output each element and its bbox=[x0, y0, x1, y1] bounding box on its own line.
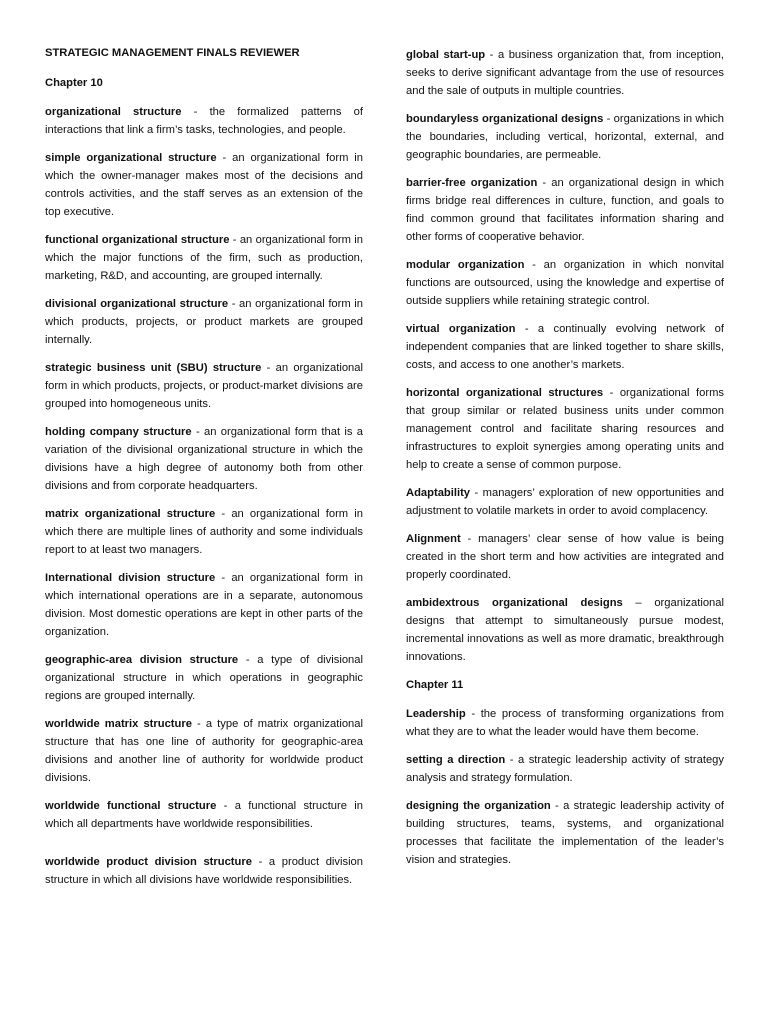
glossary-entry bbox=[406, 384, 724, 474]
glossary-entry bbox=[45, 505, 363, 559]
definition: a product division structure in which all divisions have worldwide responsibilities. bbox=[45, 856, 363, 886]
term-separator: - bbox=[215, 508, 232, 520]
term: geographic-area division structure bbox=[45, 654, 239, 666]
definition: the formalized patterns of interactions that link a firm’s tasks, technologies, and people. bbox=[45, 106, 363, 136]
term: setting a direction bbox=[406, 754, 506, 766]
definition: an organizational form in which there are multiple lines of authority and some individuals report to at least two managers. bbox=[45, 508, 363, 556]
term-separator: - bbox=[603, 113, 614, 125]
term: International division structure bbox=[45, 572, 216, 584]
term-separator: - bbox=[191, 426, 204, 438]
glossary-entry bbox=[406, 256, 724, 310]
definition: organizations in which the boundaries, including vertical, horizontal, external, and geographic boundaries, are permeable. bbox=[406, 113, 724, 161]
term-separator: - bbox=[537, 177, 552, 189]
term-separator: - bbox=[485, 49, 498, 61]
glossary-entry bbox=[406, 174, 724, 246]
term-separator: - bbox=[470, 487, 483, 499]
glossary-entry bbox=[45, 651, 363, 705]
definition: a type of matrix organizational structure that has one line of authority for geographic-area divisions and another line of authority for worldwide product divisions. bbox=[45, 718, 363, 784]
term-separator: - bbox=[191, 718, 206, 730]
definition: managers’ clear sense of how value is being created in the short term and how activities are integrated and properly coordinated. bbox=[406, 533, 724, 581]
glossary-entry bbox=[406, 751, 724, 787]
term: holding company structure bbox=[45, 426, 192, 438]
glossary-entry bbox=[45, 231, 363, 285]
glossary-entry bbox=[45, 423, 363, 495]
definition: an organizational form in which the major functions of the firm, such as production, marketing, R&D, and accounting, are grouped internally. bbox=[45, 234, 363, 282]
term: virtual organization bbox=[406, 323, 516, 335]
left-column bbox=[45, 44, 363, 899]
term: organizational structure bbox=[45, 106, 182, 118]
term-separator: - bbox=[515, 323, 538, 335]
document-title: STRATEGIC MANAGEMENT FINALS REVIEWER bbox=[45, 47, 300, 59]
term: Leadership bbox=[406, 708, 466, 720]
term: divisional organizational structure bbox=[45, 298, 229, 310]
glossary-entry bbox=[45, 853, 363, 889]
term: barrier-free organization bbox=[406, 177, 538, 189]
definition: a strategic leadership activity of strategy analysis and strategy formulation. bbox=[406, 754, 724, 784]
term: designing the organization bbox=[406, 800, 551, 812]
glossary-entry bbox=[406, 797, 724, 869]
definition: managers’ exploration of new opportunities and adjustment to volatile markets in order to avoid complacency. bbox=[406, 487, 724, 517]
term: worldwide product division structure bbox=[45, 856, 252, 868]
term-separator: - bbox=[505, 754, 518, 766]
definition: a business organization that, from inception, seeks to derive significant advantage from the use of resources and the sale of outputs in multiple countries. bbox=[406, 49, 724, 97]
definition: a strategic leadership activity of building structures, teams, systems, and organizational processes that facilitate the implementation of the leader’s vision and strategies. bbox=[406, 800, 724, 866]
definition: an organizational form in which the owner-manager makes most of the decisions and controls activities, and the staff serves as an extension of the top executive. bbox=[45, 152, 363, 218]
glossary-entry bbox=[45, 103, 363, 139]
chapter-heading: Chapter 10 bbox=[45, 77, 103, 89]
term: ambidextrous organizational designs bbox=[406, 597, 623, 609]
term: strategic business unit (SBU) structure bbox=[45, 362, 262, 374]
term-separator: - bbox=[251, 856, 269, 868]
glossary-entry bbox=[45, 295, 363, 349]
term-separator: - bbox=[524, 259, 544, 271]
term: horizontal organizational structures bbox=[406, 387, 604, 399]
glossary-entry bbox=[45, 569, 363, 641]
term: worldwide functional structure bbox=[45, 800, 217, 812]
term: worldwide matrix structure bbox=[45, 718, 192, 730]
glossary-entry bbox=[45, 797, 363, 833]
definition: a functional structure in which all departments have worldwide responsibilities. bbox=[45, 800, 364, 830]
right-column bbox=[406, 46, 724, 879]
term-separator: - bbox=[181, 106, 210, 118]
glossary-entry bbox=[45, 715, 363, 787]
glossary-entry bbox=[406, 530, 724, 584]
left-column-body bbox=[45, 74, 363, 889]
glossary-entry bbox=[406, 705, 724, 741]
chapter-heading: Chapter 11 bbox=[406, 679, 464, 691]
term-separator: - bbox=[216, 800, 235, 812]
term-separator: - bbox=[215, 572, 232, 584]
term: Alignment bbox=[406, 533, 461, 545]
definition: organizational designs that attempt to simultaneously pursue modest, incremental innovations as well as more dramatic, breakthrough innovations. bbox=[406, 597, 724, 663]
term-separator: - bbox=[229, 234, 240, 246]
term-separator: - bbox=[216, 152, 233, 164]
definition: an organizational form that is a variation of the divisional organizational structure in which the divisions have a high degree of autonomy both from other divisions and from corporate headquarters. bbox=[45, 426, 363, 492]
glossary-entry bbox=[406, 484, 724, 520]
definition: an organization in which nonvital functions are outsourced, using the knowledge and expertise of outside suppliers while retaining strategic control. bbox=[406, 259, 724, 307]
term: boundaryless organizational designs bbox=[406, 113, 604, 125]
term-separator: - bbox=[460, 533, 479, 545]
definition: a continually evolving network of independent companies that are linked together to share skills, costs, and access to one another’s markets. bbox=[406, 323, 724, 371]
glossary-entry bbox=[45, 359, 363, 413]
term: matrix organizational structure bbox=[45, 508, 216, 520]
definition: an organizational form in which products, projects, or product-market divisions are grouped into homogeneous units. bbox=[45, 362, 363, 410]
term-separator: - bbox=[261, 362, 276, 374]
glossary-entry bbox=[45, 149, 363, 221]
term-separator: – bbox=[622, 597, 655, 609]
definition: an organizational form in which international operations are in a separate, autonomous division. Most domestic operations are kept in other parts of the organization. bbox=[45, 572, 364, 638]
blank-line bbox=[45, 843, 363, 853]
glossary-entry bbox=[406, 594, 724, 666]
glossary-entry bbox=[406, 46, 724, 100]
right-column-body bbox=[406, 46, 724, 869]
term: functional organizational structure bbox=[45, 234, 230, 246]
definition: an organizational design in which firms bridge real differences in culture, function, and goals to find common ground that facilitates information sharing and other forms of cooperative behavior. bbox=[406, 177, 724, 243]
term: global start-up bbox=[406, 49, 486, 61]
term-separator: - bbox=[238, 654, 258, 666]
definition: organizational forms that group similar or related business units under common management control and facilitate sharing resources and infrastructures to exploit synergies among operating units and help to create a sense of common purpose. bbox=[406, 387, 724, 471]
definition: an organizational form in which products, projects, or product markets are grouped internally. bbox=[45, 298, 363, 346]
definition: a type of divisional organizational structure in which operations in geographic regions are grouped internally. bbox=[45, 654, 363, 702]
glossary-entry bbox=[406, 320, 724, 374]
term-separator: - bbox=[228, 298, 240, 310]
term-separator: - bbox=[603, 387, 620, 399]
term: simple organizational structure bbox=[45, 152, 217, 164]
glossary-entry bbox=[406, 110, 724, 164]
term-separator: - bbox=[465, 708, 481, 720]
term: Adaptability bbox=[406, 487, 471, 499]
definition: the process of transforming organizations from what they are to what the leader would have them become. bbox=[406, 708, 724, 738]
term-separator: - bbox=[550, 800, 564, 812]
term: modular organization bbox=[406, 259, 525, 271]
